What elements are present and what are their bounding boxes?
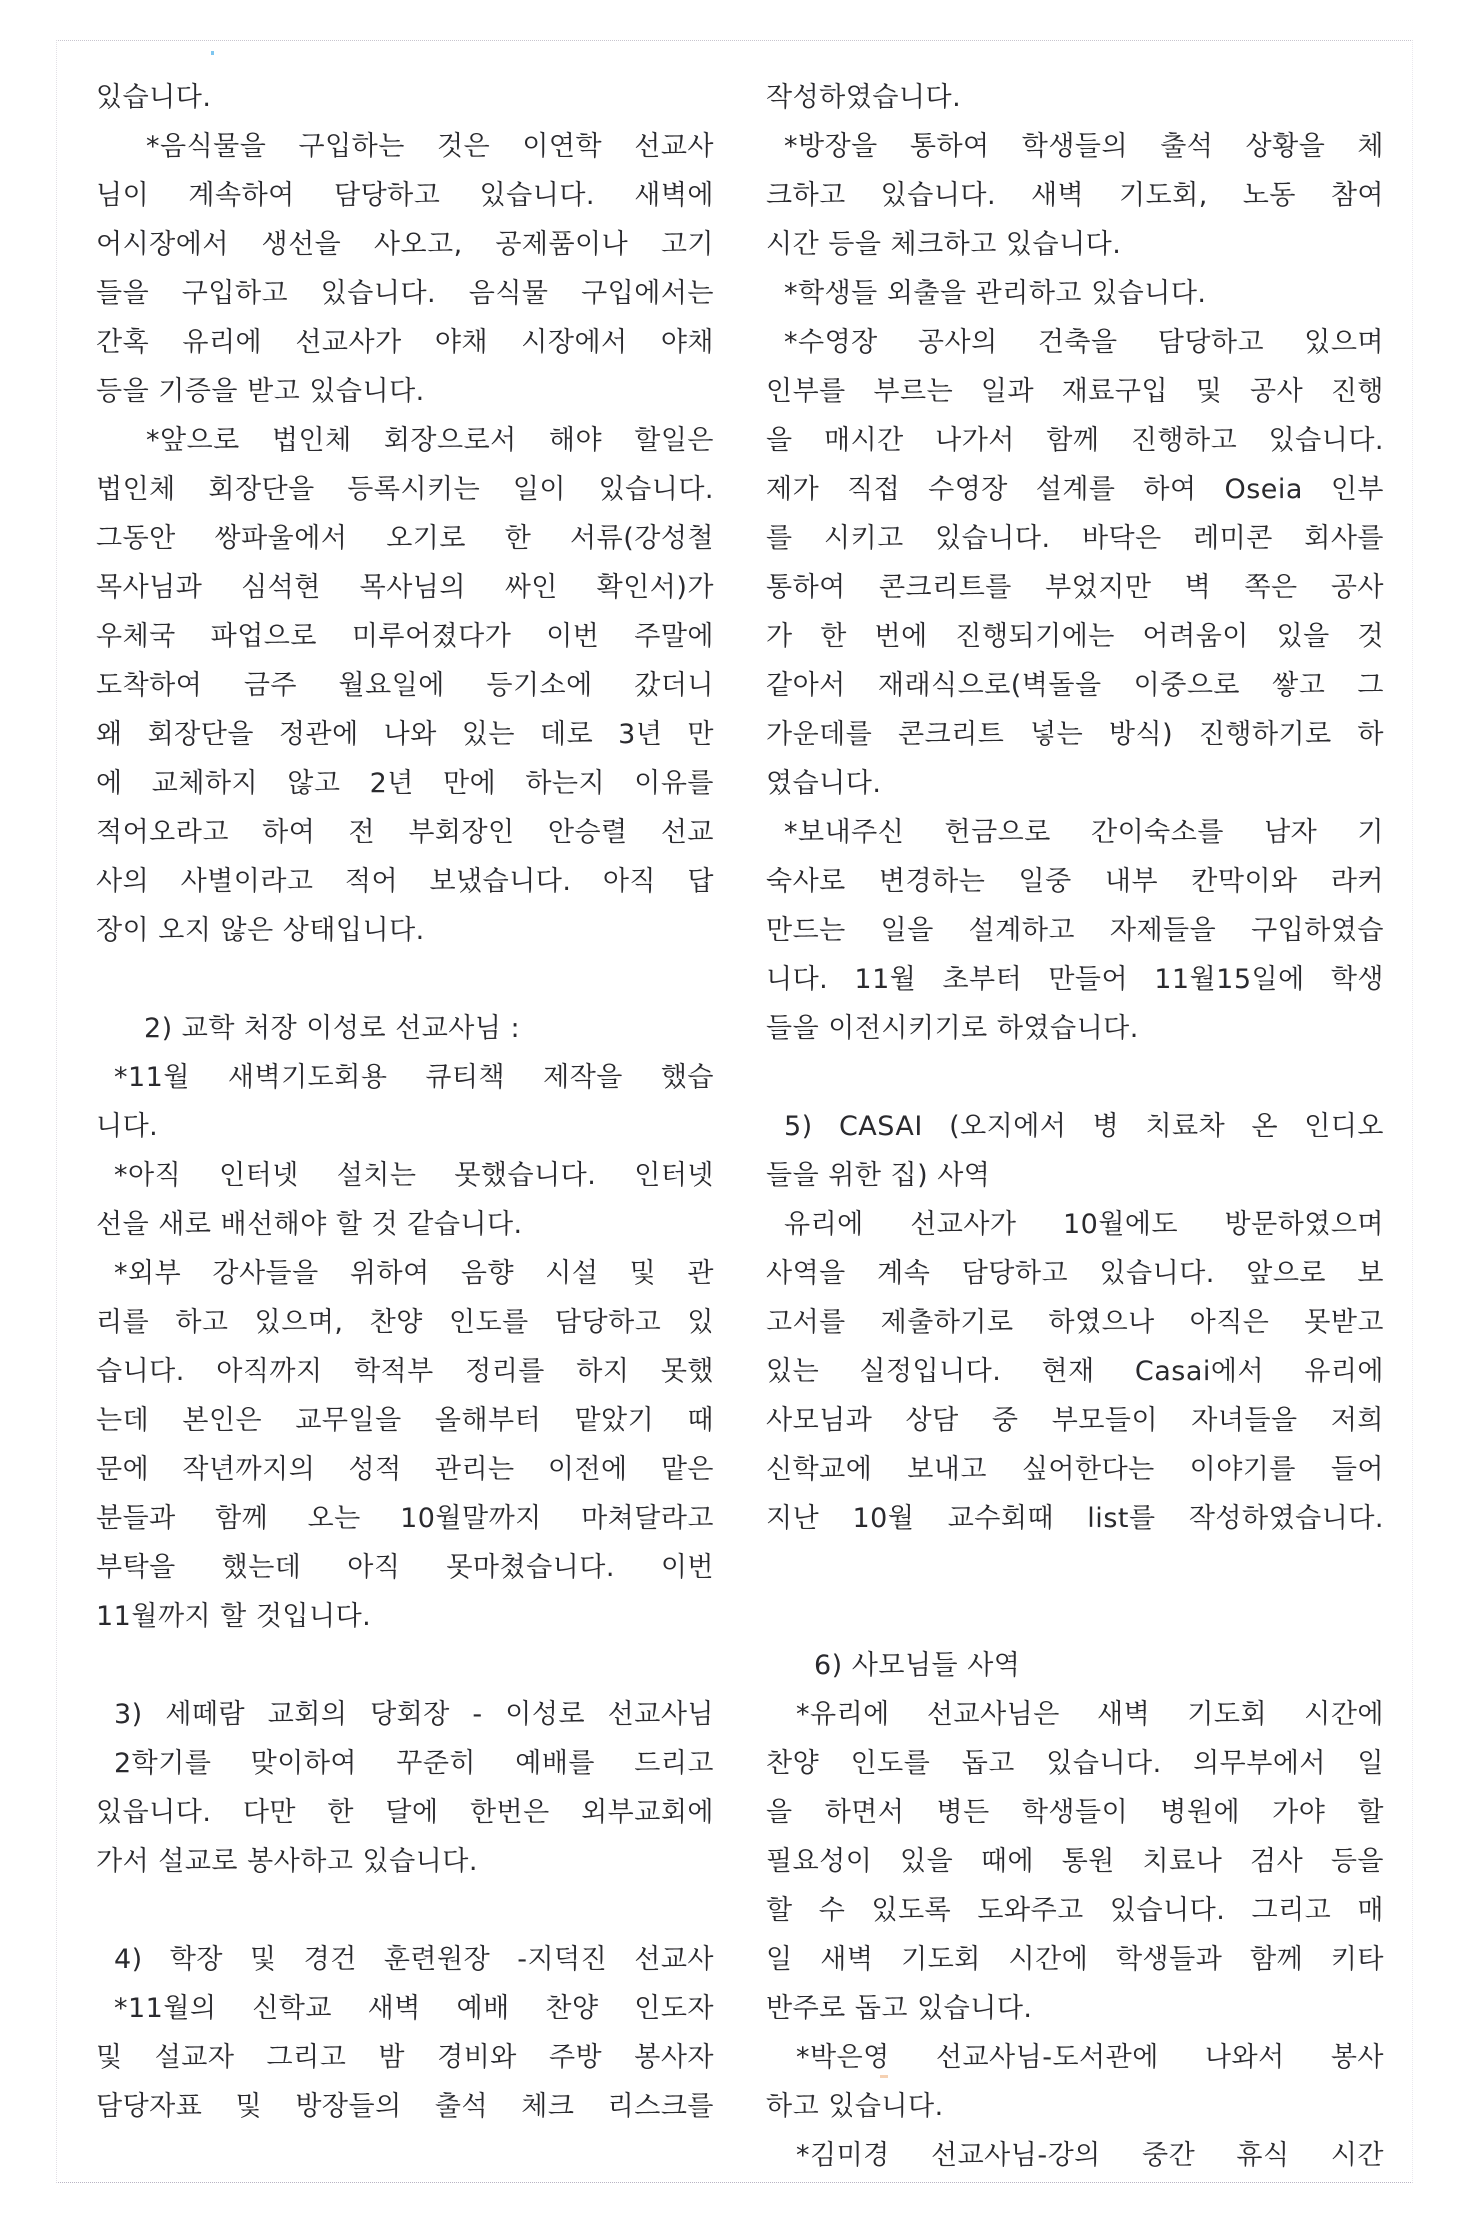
text-line: 할 수 있도록 도와주고 있습니다. 그리고 매	[766, 1895, 1384, 1926]
text-line	[766, 1060, 1384, 1096]
text-line: 가 한 번에 진행되기에는 어려움이 있을 것	[766, 621, 1384, 652]
text-line: 문에 작년까지의 성적 관리는 이전에 맡은	[96, 1454, 714, 1485]
text-line: 작성하였습니다.	[766, 82, 962, 113]
text-line: 에 교체하지 않고 2년 만에 하는지 이유를	[96, 768, 714, 799]
text-line: 인부를 부르는 일과 재료구입 및 공사 진행	[766, 376, 1384, 407]
text-line: 찬양 인도를 돕고 있습니다. 의무부에서 일	[766, 1748, 1384, 1779]
text-line: 통하여 콘크리트를 부었지만 벽 쪽은 공사	[766, 572, 1384, 603]
section-heading: 4) 학장 및 경건 훈련원장 -지덕진 선교사	[114, 1944, 714, 1975]
text-line: *보내주신 헌금으로 간이숙소를 남자 기	[784, 817, 1384, 848]
text-line: *김미경 선교사님-강의 중간 휴식 시간	[796, 2140, 1384, 2171]
text-line: 일 새벽 기도회 시간에 학생들과 함께 키타	[766, 1944, 1384, 1975]
text-line: *음식물을 구입하는 것은 이연학 선교사	[146, 131, 714, 162]
text-line: *수영장 공사의 건축을 담당하고 있으며	[784, 327, 1384, 358]
text-line: 들을 구입하고 있습니다. 음식물 구입에서는	[96, 278, 714, 309]
text-line: 습니다. 아직까지 학적부 정리를 하지 못했	[96, 1356, 714, 1387]
text-line: 11월까지 할 것입니다.	[96, 1601, 372, 1632]
text-line: 왜 회장단을 정관에 나와 있는 데로 3년 만	[96, 719, 714, 750]
text-line: 시간 등을 체크하고 있습니다.	[766, 229, 1122, 260]
text-line: 을 매시간 나가서 함께 진행하고 있습니다.	[766, 425, 1384, 456]
text-line: 들을 이전시키기로 하였습니다.	[766, 1013, 1139, 1044]
text-line: 사의 사별이라고 적어 보냈습니다. 아직 답	[96, 866, 714, 897]
text-line: 분들과 함께 오는 10월말까지 마쳐달라고	[96, 1503, 714, 1534]
text-line: 그동안 쌍파울에서 오기로 한 서류(강성철	[96, 523, 714, 554]
text-line: 가서 설교로 봉사하고 있습니다.	[96, 1846, 478, 1877]
text-line: 사모님과 상담 중 부모들이 자녀들을 저희	[766, 1405, 1384, 1436]
text-line: *아직 인터넷 설치는 못했습니다. 인터넷	[114, 1160, 714, 1191]
text-line: 였습니다.	[766, 768, 882, 799]
text-line: 을 하면서 병든 학생들이 병원에 가야 할	[766, 1797, 1384, 1828]
text-line: 있읍니다. 다만 한 달에 한번은 외부교회에	[96, 1797, 714, 1828]
text-line: 만드는 일을 설계하고 자제들을 구입하였습	[766, 915, 1384, 946]
section-heading: 3) 세떼람 교회의 당회장 - 이성로 선교사님	[114, 1699, 714, 1730]
scan-artifact	[211, 51, 214, 55]
text-line: 숙사로 변경하는 일중 내부 칸막이와 라커	[766, 866, 1384, 897]
text-line: 도착하여 금주 월요일에 등기소에 갔더니	[96, 670, 714, 701]
text-line: 고서를 제출하기로 하였으나 아직은 못받고	[766, 1307, 1384, 1338]
text-line: *학생들 외출을 관리하고 있습니다.	[784, 278, 1207, 309]
text-line: 어시장에서 생선을 사오고, 공제품이나 고기	[96, 229, 714, 260]
text-line: 는데 본인은 교무일을 올해부터 맡았기 때	[96, 1405, 714, 1436]
text-line: *외부 강사들을 위하여 음향 시설 및 관	[114, 1258, 714, 1289]
text-line: *박은영 선교사님-도서관에 나와서 봉사	[796, 2042, 1384, 2073]
section-heading: 2학기를 맞이하여 꾸준히 예배를 드리고	[114, 1748, 714, 1779]
text-line	[766, 1599, 1384, 1635]
section-heading: 6) 사모님들 사역	[814, 1650, 1021, 1681]
text-line	[96, 1893, 714, 1929]
text-line: 가운데를 콘크리트 넣는 방식) 진행하기로 하	[766, 719, 1384, 750]
text-line: 적어오라고 하여 전 부회장인 안승렬 선교	[96, 817, 714, 848]
text-line: 등을 기증을 받고 있습니다.	[96, 376, 425, 407]
text-line: 있습니다.	[96, 82, 212, 113]
text-line	[96, 962, 714, 998]
text-line: 우체국 파업으로 미루어졌다가 이번 주말에	[96, 621, 714, 652]
text-line: *방장을 통하여 학생들의 출석 상황을 체	[784, 131, 1384, 162]
text-line: 유리에 선교사가 10월에도 방문하였으며	[784, 1209, 1384, 1240]
text-line: 님이 계속하여 담당하고 있습니다. 새벽에	[96, 180, 714, 211]
text-line: 를 시키고 있습니다. 바닥은 레미콘 회사를	[766, 523, 1384, 554]
text-line: 사역을 계속 담당하고 있습니다. 앞으로 보	[766, 1258, 1384, 1289]
text-line: 법인체 회장단을 등록시키는 일이 있습니다.	[96, 474, 714, 505]
text-line	[96, 1648, 714, 1684]
text-line: *11월 새벽기도회용 큐티책 제작을 했습	[114, 1062, 714, 1093]
text-line: 제가 직접 수영장 설계를 하여 Oseia 인부	[766, 474, 1384, 505]
text-line: 및 설교자 그리고 밤 경비와 주방 봉사자	[96, 2042, 714, 2073]
text-line: 있는 실정입니다. 현재 Casai에서 유리에	[766, 1356, 1384, 1387]
text-line: 들을 위한 집) 사역	[766, 1160, 991, 1191]
text-line: 목사님과 심석현 목사님의 싸인 확인서)가	[96, 572, 714, 603]
text-line: 필요성이 있을 때에 통원 치료나 검사 등을	[766, 1846, 1384, 1877]
text-line: 반주로 돕고 있습니다.	[766, 1993, 1033, 2024]
text-line: 부탁을 했는데 아직 못마쳤습니다. 이번	[96, 1552, 714, 1583]
text-line: 장이 오지 않은 상태입니다.	[96, 915, 425, 946]
section-heading: 2) 교학 처장 이성로 선교사님 :	[144, 1013, 521, 1044]
text-line: 같아서 재래식으로(벽돌을 이중으로 쌓고 그	[766, 670, 1384, 701]
text-line: 니다. 11월 초부터 만들어 11월15일에 학생	[766, 964, 1384, 995]
text-line: 신학교에 보내고 싶어한다는 이야기를 들어	[766, 1454, 1384, 1485]
text-line	[766, 1550, 1384, 1586]
text-line: *11월의 신학교 새벽 예배 찬양 인도자	[114, 1993, 714, 2024]
text-line: 하고 있습니다.	[766, 2091, 944, 2122]
text-line: *유리에 선교사님은 새벽 기도회 시간에	[796, 1699, 1384, 1730]
text-line: 리를 하고 있으며, 찬양 인도를 담당하고 있	[96, 1307, 714, 1338]
text-line: 담당자표 및 방장들의 출석 체크 리스크를	[96, 2091, 714, 2122]
text-line: 지난 10월 교수회때 list를 작성하였습니다.	[766, 1503, 1384, 1534]
text-line: 간혹 유리에 선교사가 야채 시장에서 야채	[96, 327, 714, 358]
text-line: *앞으로 법인체 회장으로서 해야 할일은	[146, 425, 714, 456]
text-line: 크하고 있습니다. 새벽 기도회, 노동 참여	[766, 180, 1384, 211]
section-heading: 5) CASAI (오지에서 병 치료차 온 인디오	[784, 1111, 1384, 1142]
text-line: 니다.	[96, 1111, 159, 1142]
text-line: 선을 새로 배선해야 할 것 같습니다.	[96, 1209, 523, 1240]
